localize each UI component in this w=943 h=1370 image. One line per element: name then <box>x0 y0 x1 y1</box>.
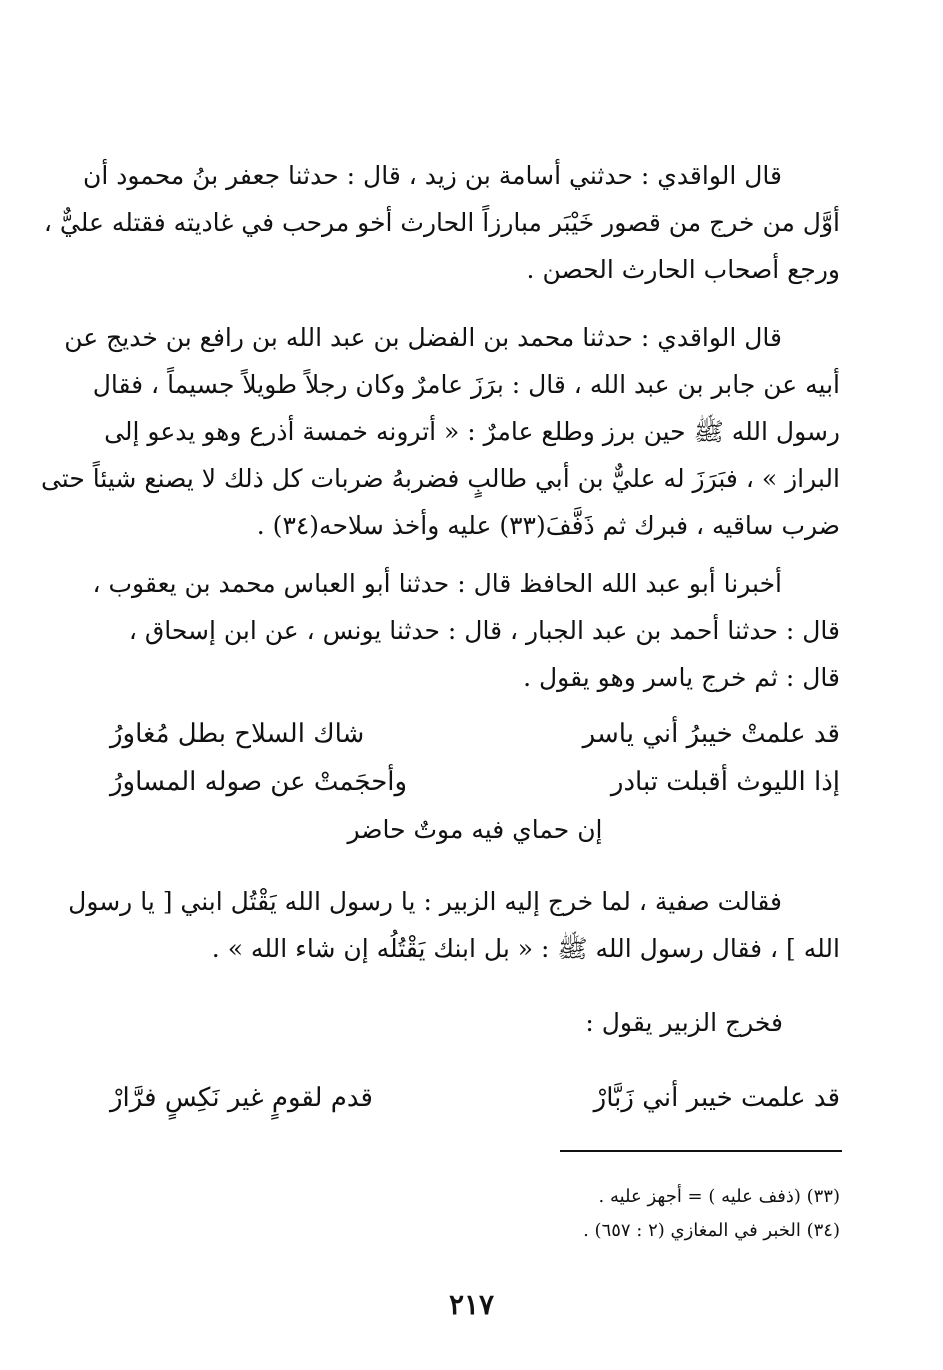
paragraph-line: قال الواقدي : حدثنا محمد بن الفضل بن عبد الله بن رافع بن خديج عن <box>64 323 782 352</box>
verse-row <box>110 1074 840 1122</box>
verse-hemistich: وأحجَمتْ عن صوله المساورُ <box>110 767 408 797</box>
paragraph-line: فقالت صفية ، لما خرج إليه الزبير : يا رسول الله يَقْتُل ابني [ يا رسول <box>68 887 782 916</box>
paragraph-line: قال : ثم خرج ياسر وهو يقول . <box>523 663 840 692</box>
footnote-34: (٣٤) الخبر في المغازي (٢ : ٦٥٧) . <box>583 1220 840 1241</box>
verse-hemistich: قد علمتْ خيبرُ أني ياسر <box>582 719 840 749</box>
verse-row <box>110 710 840 758</box>
poem-2 <box>110 1074 840 1122</box>
footnotes <box>100 1180 840 1248</box>
paragraph-line: رسول الله ﷺ حين برز وطلع عامرٌ : « أترونه خمسة أذرع وهو يدعو إلى <box>104 417 840 446</box>
paragraph-line: أوَّل من خرج من قصور خَيْبَر مبارزاً الحارث أخو مرحب في غاديته فقتله عليٌّ ، <box>43 208 840 237</box>
verse-row <box>110 758 840 806</box>
paragraph-5: فخرج الزبير يقول : <box>585 1008 783 1037</box>
paragraph-line: الله ] ، فقال رسول الله ﷺ : « بل ابنك يَقْتُلُه إن شاء الله » . <box>211 934 840 963</box>
paragraph-line: البراز » ، فبَرَزَ له عليٌّ بن أبي طالبٍ فضربهُ ضربات كل ذلك لا يصنع شيئاً حتى <box>40 464 840 493</box>
verse-hemistich: شاك السلاح بطل مُغاورُ <box>110 719 365 749</box>
paragraph-4 <box>68 878 840 972</box>
paragraph-2 <box>40 314 840 549</box>
verse-hemistich: إذا الليوث أقبلت تبادر <box>610 767 840 797</box>
paragraph-line: أبيه عن جابر بن عبد الله ، قال : برَزَ عامرٌ وكان رجلاً طويلاً جسيماً ، فقال <box>92 370 840 399</box>
paragraph-1 <box>43 152 840 293</box>
poem-1 <box>110 710 840 854</box>
paragraph-line: قال الواقدي : حدثني أسامة بن زيد ، قال : حدثنا جعفر بنُ محمود أن <box>82 161 782 190</box>
verse-hemistich: قد علمت خيبر أني زَبَّارْ <box>593 1083 840 1113</box>
paragraph-line: قال : حدثنا أحمد بن عبد الجبار ، قال : حدثنا يونس ، عن ابن إسحاق ، <box>128 616 840 645</box>
paragraph-line: ضرب ساقيه ، فبرك ثم ذَفَّفَ(٣٣) عليه وأخذ سلاحه(٣٤) . <box>256 511 840 540</box>
paragraph-line: ورجع أصحاب الحارث الحصن . <box>526 255 840 284</box>
verse-hemistich: قدم لقومٍ غير نَكِسٍ فرَّارْ <box>110 1083 373 1113</box>
footnote-divider <box>560 1150 842 1152</box>
page-number: ٢١٧ <box>448 1288 495 1321</box>
footnote-33: (٣٣) (ذفف عليه ) = أجهز عليه . <box>598 1186 840 1207</box>
verse-single: إن حماي فيه موتٌ حاضر <box>347 815 603 844</box>
paragraph-line: أخبرنا أبو عبد الله الحافظ قال : حدثنا أبو العباس محمد بن يعقوب ، <box>92 569 782 598</box>
paragraph-3 <box>92 560 840 701</box>
